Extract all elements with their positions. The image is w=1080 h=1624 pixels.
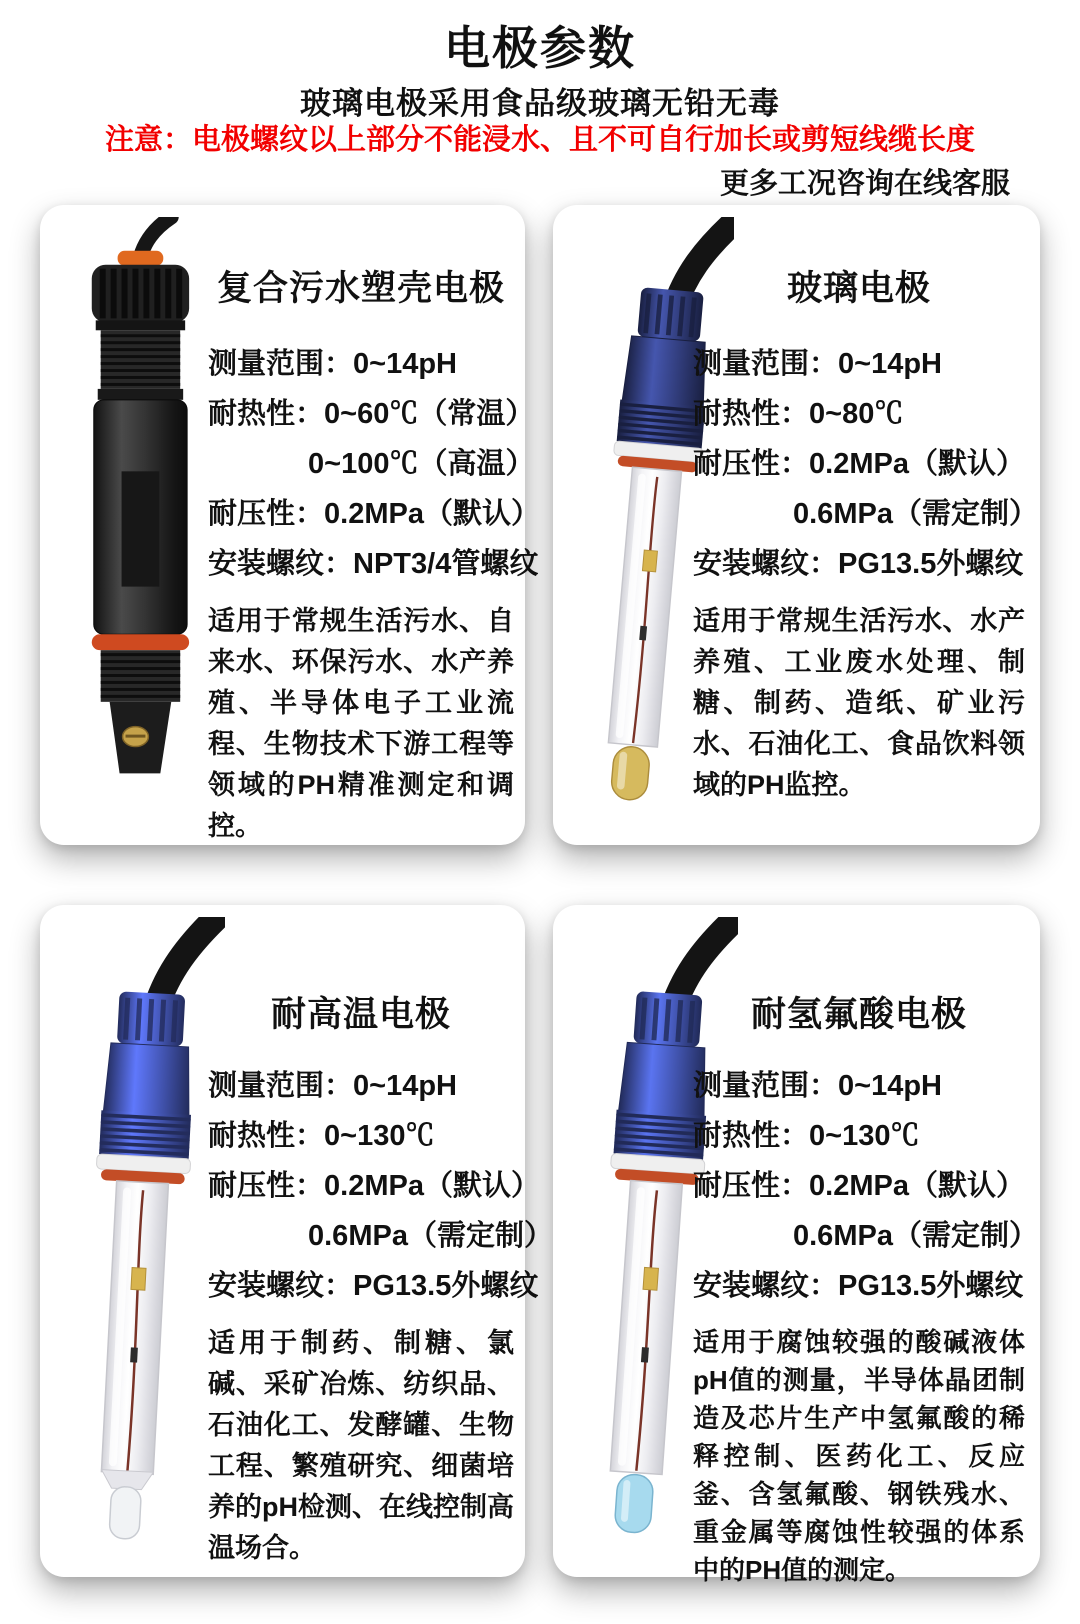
card-text xyxy=(208,905,553,1569)
card-text xyxy=(208,205,540,847)
electrode-illustration xyxy=(56,217,225,833)
spec-value: 0~14pH xyxy=(353,1070,457,1102)
spec-value: PG13.5外螺纹 xyxy=(353,1270,539,1302)
spec-label: 测量范围： xyxy=(693,348,839,380)
card-title: 耐氢氟酸电极 xyxy=(750,995,967,1034)
spec-row xyxy=(208,1211,553,1261)
spec-label: 测量范围： xyxy=(208,348,354,380)
spec-label: 耐压性： xyxy=(208,1170,325,1202)
spec-list xyxy=(693,1061,1038,1311)
spec-row xyxy=(693,1261,1025,1311)
product-photo xyxy=(50,917,230,1565)
card-title: 复合污水塑壳电极 xyxy=(216,269,505,308)
spec-label: 耐压性： xyxy=(208,498,325,530)
spec-value: 0.2MPa（默认） xyxy=(324,498,540,530)
spec-label: 安装螺纹： xyxy=(693,548,839,580)
spec-row xyxy=(208,1111,514,1161)
spec-row xyxy=(208,389,535,439)
warning-text: 注意：电极螺纹以上部分不能浸水、且不可自行加长或剪短线缆长度 xyxy=(104,124,975,156)
spec-value: 0~130℃ xyxy=(324,1120,435,1152)
product-card-composite-sewage-electrode xyxy=(40,205,540,845)
spec-row xyxy=(693,389,1025,439)
card-text xyxy=(693,205,1038,806)
card-description: 适用于常规生活污水、水产养殖、工业废水处理、制糖、制药、造纸、矿业污水、石油化工、食品饮料领域的PH监控。 xyxy=(693,606,1025,800)
spec-row xyxy=(208,539,539,589)
spec-row xyxy=(208,1161,540,1211)
spec-row xyxy=(208,439,535,489)
spec-value: PG13.5外螺纹 xyxy=(838,1270,1024,1302)
spec-row xyxy=(208,339,514,389)
spec-list xyxy=(693,339,1038,589)
card-title: 玻璃电极 xyxy=(786,269,931,308)
spec-value: NPT3/4管螺纹 xyxy=(353,548,539,580)
spec-label: 耐热性： xyxy=(208,398,325,430)
spec-value: 0.2MPa（默认） xyxy=(324,1170,540,1202)
product-photo xyxy=(50,217,230,833)
card-description: 适用于腐蚀较强的酸碱液体pH值的测量，半导体晶团制造及芯片生产中氢氟酸的稀释控制、医药化工、反应釜、含氢氟酸、钢铁残水、重金属等腐蚀性较强的体系中的PH值的测定。 xyxy=(693,1327,1025,1585)
electrode-illustration xyxy=(55,917,224,1565)
product-card-high-temperature-electrode xyxy=(40,905,553,1577)
spec-label: 耐热性： xyxy=(208,1120,325,1152)
spec-value: PG13.5外螺纹 xyxy=(838,548,1024,580)
spec-value: 0.6MPa（需定制） xyxy=(793,498,1038,530)
spec-value: 0.6MPa（需定制） xyxy=(793,1220,1038,1252)
spec-value: 0~130℃ xyxy=(809,1120,920,1152)
spec-label: 测量范围： xyxy=(693,1070,839,1102)
spec-value: 0~14pH xyxy=(838,1070,942,1102)
spec-value: 0.6MPa（需定制） xyxy=(308,1220,553,1252)
spec-row xyxy=(693,1061,1025,1111)
card-description: 适用于常规生活污水、自来水、环保污水、水产养殖、半导体电子工业流程、生物技术下游工程等领域的PH精准测定和调控。 xyxy=(208,606,514,841)
spec-row xyxy=(693,1111,1025,1161)
spec-label: 耐热性： xyxy=(693,398,810,430)
spec-value: 0~14pH xyxy=(838,348,942,380)
spec-label: 耐压性： xyxy=(693,1170,810,1202)
spec-list xyxy=(208,339,540,589)
spec-row xyxy=(208,1061,514,1111)
spec-label: 安装螺纹： xyxy=(693,1270,839,1302)
spec-label: 耐压性： xyxy=(693,448,810,480)
product-card-hydrofluoric-acid-electrode xyxy=(553,905,1040,1585)
spec-row xyxy=(693,439,1025,489)
spec-value: 0~14pH xyxy=(353,348,457,380)
spec-row xyxy=(693,339,1025,389)
spec-value: 0~100℃（高温） xyxy=(308,448,535,480)
spec-row xyxy=(693,539,1025,589)
spec-label: 安装螺纹： xyxy=(208,548,354,580)
spec-label: 安装螺纹： xyxy=(208,1270,354,1302)
spec-row xyxy=(208,489,540,539)
product-card-glass-electrode xyxy=(553,205,1040,845)
spec-label: 测量范围： xyxy=(208,1070,354,1102)
spec-value: 0.2MPa（默认） xyxy=(809,448,1025,480)
page-title: 电极参数 xyxy=(444,22,636,74)
page-subtitle: 玻璃电极采用食品级玻璃无铅无毒 xyxy=(300,86,780,121)
spec-row xyxy=(208,1261,539,1311)
spec-value: 0.2MPa（默认） xyxy=(809,1170,1025,1202)
spec-list xyxy=(208,1061,553,1311)
spec-value: 0~60℃（常温） xyxy=(324,398,535,430)
spec-row xyxy=(693,489,1038,539)
card-text xyxy=(693,905,1038,1589)
service-note: 更多工况咨询在线客服 xyxy=(719,168,1010,200)
card-title: 耐高温电极 xyxy=(270,995,451,1034)
card-description: 适用于制药、制糖、氯碱、采矿冶炼、纺织品、石油化工、发酵罐、生物工程、繁殖研究、细菌培养的pH检测、在线控制高温场合。 xyxy=(208,1328,514,1563)
spec-value: 0~80℃ xyxy=(809,398,904,430)
spec-label: 耐热性： xyxy=(693,1120,810,1152)
spec-row xyxy=(693,1211,1038,1261)
spec-row xyxy=(693,1161,1025,1211)
